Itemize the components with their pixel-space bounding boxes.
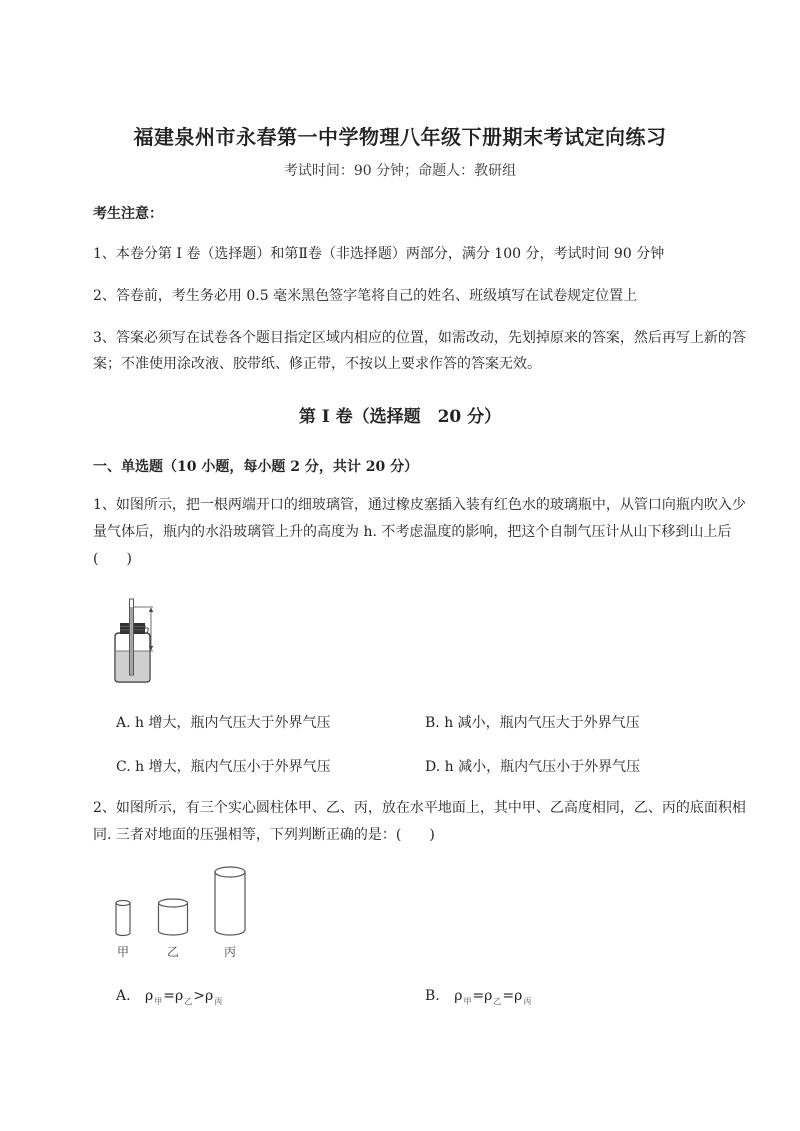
relation-operator: = xyxy=(472,988,485,1004)
notice-heading: 考生注意： xyxy=(93,206,163,222)
part-heading: 一、单选题（10 小题，每小题 2 分，共计 20 分） xyxy=(93,459,419,475)
subscript-jia: 甲 xyxy=(463,997,472,1006)
page-title: 福建泉州市永春第一中学物理八年级下册期末考试定向练习 xyxy=(133,125,667,149)
height-label: h xyxy=(143,625,150,636)
option-letter: B. xyxy=(425,988,440,1004)
subscript-bing: 丙 xyxy=(523,997,532,1006)
notice-item: 2、答卷前，考生务必用 0.5 毫米黑色签字笔将自己的姓名、班级填写在试卷规定位置上 xyxy=(93,288,638,304)
question-stem: 1、如图所示，把一根两端开口的细玻璃管，通过橡皮塞插入装有红色水的玻璃瓶中，从管口向瓶内吹入少量气体后，瓶内的水沿玻璃管上升的高度为 h. 不考虑温度的影响，把这个自制气压计从山下移到山上后( ) xyxy=(93,497,746,567)
relation-operator: > xyxy=(193,988,205,1004)
section-title: 第 I 卷（选择题 20 分） xyxy=(298,407,502,427)
question-stem: 2、如图所示，有三个实心圆柱体甲、乙、丙，放在水平地面上，其中甲、乙高度相同，乙、丙的底面积相同. 三者对地面的压强相等，下列判断正确的是：( ) xyxy=(93,800,746,843)
rho-symbol: ρ xyxy=(145,988,154,1004)
subscript-yi: 乙 xyxy=(493,997,502,1006)
barometer-figure xyxy=(105,593,165,685)
label-jia: 甲 xyxy=(117,945,130,959)
rho-symbol: ρ xyxy=(484,988,493,1004)
subscript-jia: 甲 xyxy=(154,997,163,1006)
subscript-yi: 乙 xyxy=(184,997,193,1006)
subscript-bing: 丙 xyxy=(214,997,223,1006)
cylinder-yi xyxy=(159,899,188,935)
option-b xyxy=(425,988,532,1004)
rho-symbol: ρ xyxy=(174,988,184,1004)
cylinders-figure xyxy=(105,862,255,964)
relation-operator: = xyxy=(502,988,515,1004)
rho-symbol: ρ xyxy=(514,988,523,1004)
option-a: A. h 增大，瓶内气压大于外界气压 xyxy=(116,715,331,731)
option-c: C. h 增大，瓶内气压小于外界气压 xyxy=(116,759,331,775)
label-bing: 丙 xyxy=(224,945,237,959)
notice-item: 1、本卷分第 I 卷（选择题）和第Ⅱ卷（非选择题）两部分，满分 100 分，考试时间 90 分钟 xyxy=(93,246,665,262)
cylinder-bing xyxy=(215,867,245,935)
rho-symbol: ρ xyxy=(204,988,214,1004)
rho-symbol: ρ xyxy=(454,988,463,1004)
notice-item: 3、答案必须写在试卷各个题目指定区域内相应的位置，如需改动，先划掉原来的答案，然后再写上新的答案；不准使用涂改液、胶带纸、修正带，不按以上要求作答的答案无效。 xyxy=(93,330,746,372)
label-yi: 乙 xyxy=(167,945,180,959)
option-letter: A. xyxy=(116,988,131,1004)
option-a xyxy=(116,988,223,1004)
option-d: D. h 减小，瓶内气压小于外界气压 xyxy=(425,759,641,775)
cylinder-jia xyxy=(116,901,130,936)
relation-operator: = xyxy=(163,988,175,1004)
option-b: B. h 减小，瓶内气压大于外界气压 xyxy=(425,715,640,731)
exam-info: 考试时间：90 分钟；命题人：教研组 xyxy=(283,163,517,179)
